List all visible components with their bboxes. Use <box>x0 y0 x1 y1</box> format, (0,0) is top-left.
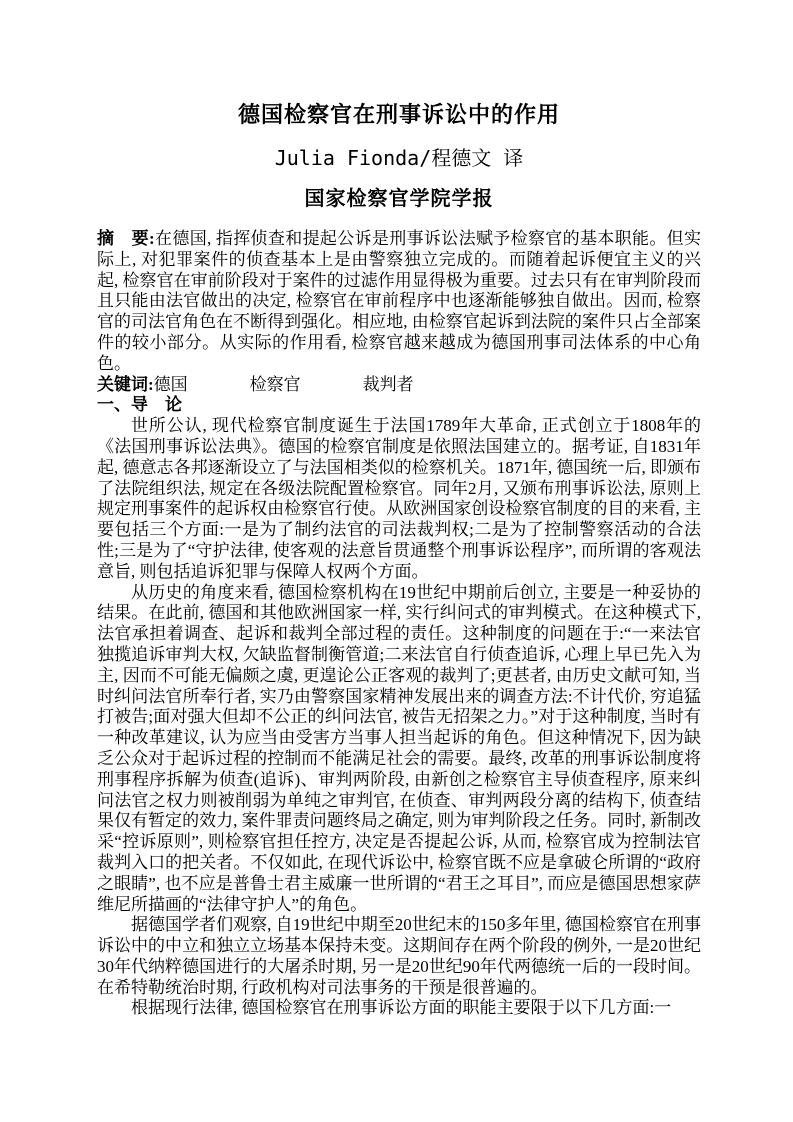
keyword-term: 检察官 <box>249 374 301 394</box>
journal-title: 国家检察官学院学报 <box>304 188 494 210</box>
keywords-label: 关键词: <box>97 374 154 394</box>
body-paragraph: 根据现行法律, 德国检察官在刑事诉讼方面的职能主要限于以下几方面:一 <box>131 998 672 1018</box>
abstract-text: 在德国, 指挥侦查和提起公诉是刑事诉讼法赋予检察官的基本职能。但实际上, 对犯罪案件的侦查基本上是由警察独立完成的。而随着起诉便宜主义的兴起, 检察官在审前阶段对于案件的过滤作用显得极为重要。过去只有在审判阶段而且只能由法官做出的决定, 检察官在审前程序中也逐渐能够独自做出。因而, 检察官的司法官角色在不断得到强化。相应地, 由检察官起诉到法院的案件只占全部案件的较小部分。从实际的作用看, 检察官越来越成为德国刑事司法体系的中心角色。 <box>97 229 702 373</box>
document-body <box>97 229 701 1019</box>
author-translator-byline: Julia Fionda/程德文 译 <box>274 146 524 170</box>
keyword-term: 德国 <box>153 374 188 394</box>
body-paragraph: 世所公认, 现代检察官制度诞生于法国1789年大革命, 正式创立于1808年的《法国刑事诉讼法典》。德国的检察官制度是依照法国建立的。据考证, 自1831年起, 德意志各邦逐渐设立了与法国相类似的检察机关。1871年, 德国统一后, 即颁布了法院组织法, 规定在各级法院配置检察官。同年2月, 又颁布刑事诉讼法, 原则上规定刑事案件的起诉权由检察官行使。从欧洲国家创设检察官制度的目的来看, 主要包括三个方面:一是为了制约法官的司法裁判权;二是为了控制警察活动的合法性;三是为了“守护法律, 使客观的法意旨贯通整个刑事诉讼程序”, 而所谓的客观法意旨, 则包括追诉犯罪与保障人权两个方面。 <box>97 416 701 581</box>
body-paragraph: 从历史的角度来看, 德国检察机构在19世纪中期前后创立, 主要是一种妥协的结果。在此前, 德国和其他欧洲国家一样, 实行纠问式的审判模式。在这种模式下, 法官承担着调查、起诉和裁判全部过程的责任。这种制度的问题在于:“一来法官独揽追诉审判大权, 欠缺监督制衡管道;二来法官自行侦查追诉, 心理上早已先入为主, 因而不可能无偏颇之虞, 更遑论公正客观的裁判了;更甚者, 由历史文献可知, 当时纠问法官所奉行者, 实乃由警察国家精神发展出来的调查方法:不计代价, 穷追猛打被告;面对强大但却不公正的纠问法官, 被告无招架之力。”对于这种制度, 当时有一种改革建议, 认为应当由受害方当事人担当起诉的角色。但这种情况下, 因为缺乏公众对于起诉过程的控制而不能满足社会的需要。最终, 改革的刑事诉讼制度将刑事程序拆解为侦查(追诉)、审判两阶段, 由新创之检察官主导侦查程序, 原来纠问法官之权力则被削弱为单纯之审判官, 在侦查、审判两段分离的结构下, 侦查结果仅有暂定的效力, 案件罪责问题终局之确定, 则为审判阶段之任务。同时, 新制改采“控诉原则”, 则检察官担任控方, 决定是否提起公诉, 从而, 检察官成为控制法官裁判入口的把关者。不仅如此, 在现代诉讼中, 检察官既不应是拿破仑所谓的“政府之眼睛”, 也不应是普鲁士君主威廉一世所谓的“君王之耳目”, 而应是德国思想家萨维尼所描画的“法律守护人”的角色。 <box>97 582 701 914</box>
page-title: 德国检察官在刑事诉讼中的作用 <box>237 102 560 127</box>
keywords-line <box>97 375 701 396</box>
keyword-term: 裁判者 <box>362 374 414 394</box>
section-heading-introduction: 一、导 论 <box>97 395 182 415</box>
abstract-label: 摘 要: <box>97 229 155 248</box>
abstract-paragraph <box>97 229 701 375</box>
body-paragraph: 据德国学者们观察, 自19世纪中期至20世纪末的150多年里, 德国检察官在刑事诉讼中的中立和独立立场基本保持未变。这期间存在两个阶段的例外, 一是20世纪30年代纳粹德国进行的大屠杀时期, 另一是20世纪90年代两德统一后的一段时间。在希特勒统治时期, 行政机构对司法事务的干预是很普遍的。 <box>97 915 701 997</box>
